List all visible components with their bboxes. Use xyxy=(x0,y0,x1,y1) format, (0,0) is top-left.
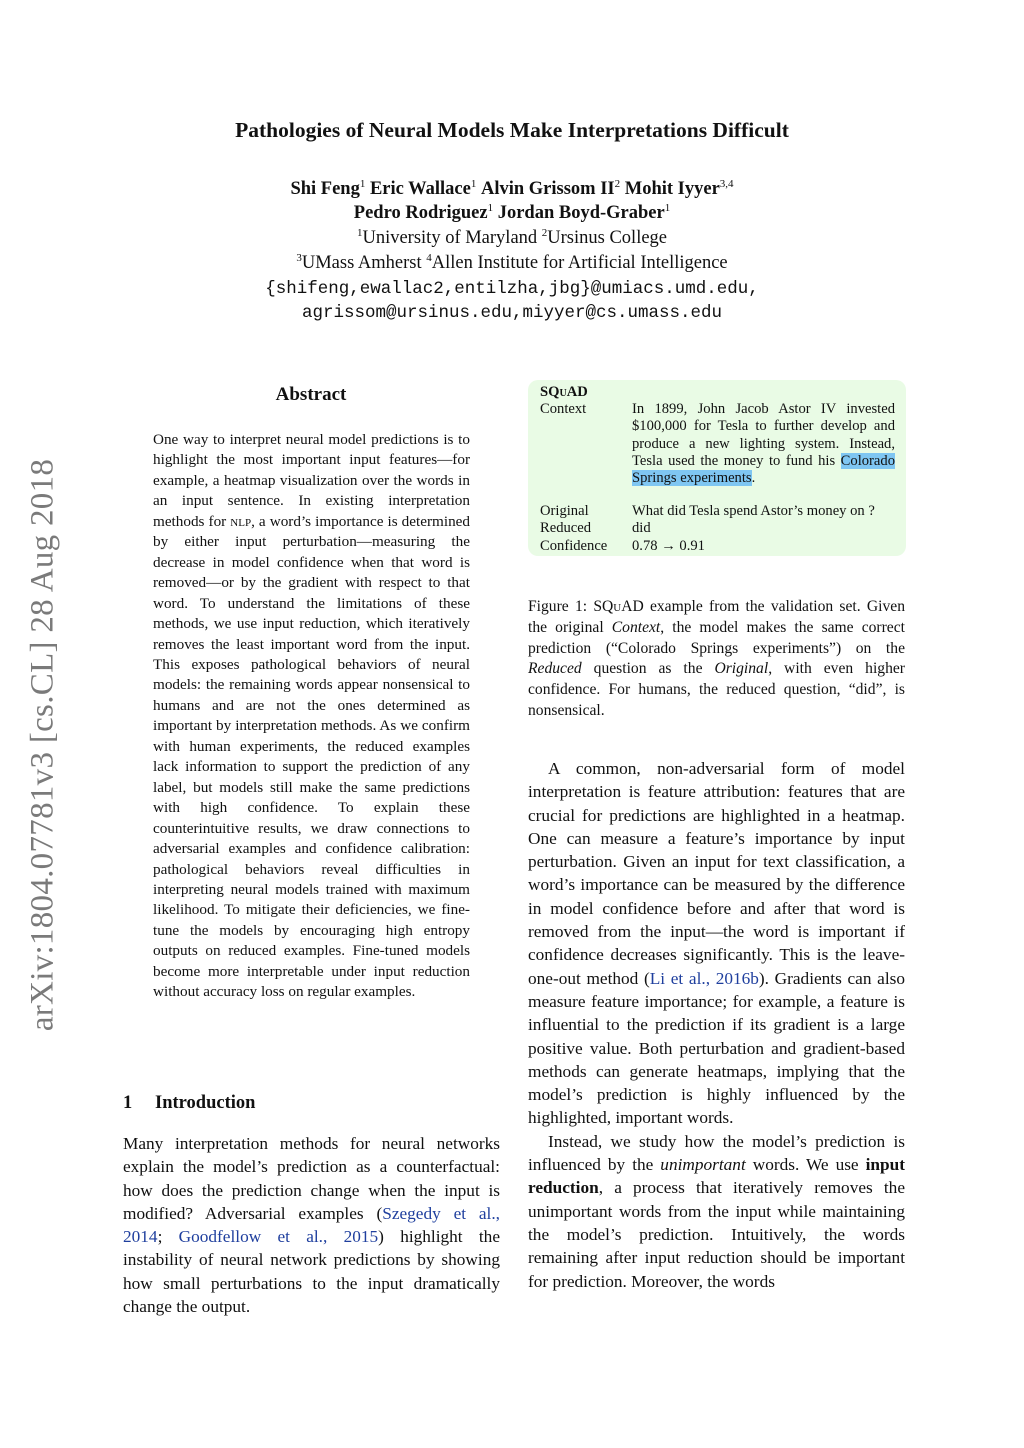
author-affiliation-mark: 1 xyxy=(487,201,494,214)
text-run: question as the xyxy=(581,660,715,678)
author-name: Pedro Rodriguez xyxy=(353,203,488,223)
abstract-acronym: nlp xyxy=(230,512,252,530)
affiliations-line-2 xyxy=(0,253,1024,274)
author-name: Jordan Boyd-Graber xyxy=(497,203,665,223)
text-run: Original xyxy=(714,660,769,678)
body-paragraph xyxy=(528,1130,905,1293)
affiliation-mark: 1 xyxy=(356,226,363,239)
citation-link[interactable]: Goodfellow et al., 2015 xyxy=(178,1227,379,1247)
emails-line-2 xyxy=(0,302,1024,323)
authors-line-1 xyxy=(0,179,1024,200)
text-run: Instead, we study how the model’s prediction is influenced by the xyxy=(528,1131,905,1175)
citation-link[interactable]: Szegedy et al., 2014 xyxy=(123,1203,500,1247)
author-name: Mohit Iyyer xyxy=(624,179,720,199)
affiliation: Ursinus College xyxy=(547,228,668,248)
abstract-part: , a word’s importance is determined by either input perturbation—measuring the decrease in model confidence when that word is removed—or by the gradient with respect to that word. To understand the limitations of these methods, we use input reduction, which iteratively removes the least important word from the input. This exposes pathological behaviors of neural models: the remaining words appear nonsensical to humans and are not the ones determined as important by interpretation methods. As we confirm with human experiments, the reduced examples lack information to support the prediction of any label, but models still make the same predictions with high confidence. To explain these counterintuitive results, we draw connections to adversarial examples and confidence calibration: pathological behaviors reveal difficulties in interpreting neural models trained with maximum likelihood. To mitigate their deficiencies, we fine-tune the models by encouraging high entropy outputs on reduced examples. Fine-tuned models become more interpretable under input reduction without accuracy loss on regular examples. xyxy=(153,512,470,1001)
reduced-row xyxy=(540,520,895,537)
row-value: 0.78 → 0.91 xyxy=(632,537,705,554)
abstract-part: One way to interpret neural model predictions is to highlight the most important input features—for example, a heatmap visualization over the words in an input sentence. In existing interpretation methods for xyxy=(153,431,470,530)
row-value: did xyxy=(632,520,651,537)
author-affiliation-mark: 1 xyxy=(359,177,366,190)
author-affiliation-mark: 3,4 xyxy=(719,177,734,190)
author-affiliation-mark: 2 xyxy=(614,177,621,190)
text-run: unimportant xyxy=(660,1155,746,1175)
body-paragraph xyxy=(528,757,905,1130)
affiliations-line-1 xyxy=(0,228,1024,249)
text-run: . xyxy=(751,470,756,487)
row-label: Confidence xyxy=(540,537,608,554)
row-label: Context xyxy=(540,401,587,418)
text-run: In 1899, John Jacob Astor IV invested $100,000 for Tesla to further develop and produce a new lighting system. Instead, Tesla used the money to fund his xyxy=(632,401,895,469)
text-run: Figure 1: xyxy=(528,598,594,615)
author-affiliation-mark: 1 xyxy=(470,177,477,190)
text-run: words. We use xyxy=(745,1155,866,1175)
author-name: Shi Feng xyxy=(290,179,360,199)
email-list: {shifeng,ewallac2,entilzha,jbg}@umiacs.umd.edu, xyxy=(265,279,759,299)
text-run: ) highlight the instability of neural network predictions by showing how small perturbations to the input dramatically change the output. xyxy=(123,1227,500,1317)
highlighted-answer: Colorado Springs experiments xyxy=(632,452,895,487)
citation-link[interactable]: Li et al., 2016b xyxy=(649,968,759,988)
original-row xyxy=(540,503,895,520)
section-number: 1 xyxy=(123,1093,133,1113)
author-affiliation-mark: 1 xyxy=(664,201,671,214)
affiliation: Allen Institute for Artificial Intelligence xyxy=(431,253,728,273)
affiliation: University of Maryland xyxy=(362,228,538,248)
confidence-row xyxy=(540,538,895,555)
context-value xyxy=(632,401,895,487)
intro-paragraph xyxy=(123,1132,500,1318)
figure-caption xyxy=(528,597,905,722)
row-label: Original xyxy=(540,503,589,520)
affiliation: UMass Amherst xyxy=(301,253,422,273)
abstract-heading: Abstract xyxy=(275,384,347,405)
text-run: A common, non-adversarial form of model interpretation is feature attribution: features that are crucial for predictions are highlighted in a heatmap. One can measure a feature’s importance by input perturbation. Given an input for text classification, a word’s importance can be measured by the difference in model confidence before and after that word is removed from the input—the word is important if confidence decreases significantly. This is the leave-one-out method ( xyxy=(528,759,905,988)
section-heading xyxy=(123,1093,255,1114)
text-run: ). Gradients can also measure feature importance; for example, a feature is influential to the prediction if its gradient is a large positive value. Both perturbation and gradient-based methods can generate heatmaps, implying that the model’s prediction is highly influenced by the highlighted, important words. xyxy=(528,968,905,1128)
text-run: ; xyxy=(157,1227,179,1247)
affiliation-mark: 4 xyxy=(426,251,432,264)
text-run: , a process that iteratively removes the unimportant words from the input while maintaining the model’s prediction. Intuitively, the words remaining after input reduction should be important for prediction. Moreover, the words xyxy=(528,1178,905,1291)
author-name: Alvin Grissom II xyxy=(480,179,615,199)
author-name: Eric Wallace xyxy=(369,179,471,199)
context-row xyxy=(540,401,895,487)
text-run: SQuAD xyxy=(593,598,644,615)
text-run: Reduced xyxy=(528,660,582,678)
text-run: Many interpretation methods for neural networks explain the model’s prediction as a counterfactual: how does the prediction change when the input is modified? Adversarial examples ( xyxy=(123,1134,500,1223)
paper-title: Pathologies of Neural Models Make Interpretations Difficult xyxy=(235,118,789,142)
emails-line-1 xyxy=(0,278,1024,299)
affiliation-mark: 3 xyxy=(296,251,302,264)
authors-line-2 xyxy=(0,203,1024,224)
text-run: Context xyxy=(611,618,661,636)
affiliation-mark: 2 xyxy=(541,226,548,239)
abstract-text xyxy=(153,430,470,1003)
text-run: example from the validation set. Given the original xyxy=(528,598,905,636)
arxiv-identifier: arXiv:1804.07781v3 [cs.CL] 28 Aug 2018 xyxy=(24,458,61,1032)
email-list: agrissom@ursinus.edu,miyyer@cs.umass.edu xyxy=(301,303,723,323)
row-label: Reduced xyxy=(540,520,592,537)
section-title: Introduction xyxy=(155,1093,256,1113)
text-run: input reduction xyxy=(528,1155,905,1198)
row-value: What did Tesla spend Astor’s money on ? xyxy=(632,503,875,520)
right-column-body xyxy=(528,757,905,1293)
text-run: , with even higher confidence. For humans, the reduced question, “did”, is nonsensical. xyxy=(528,660,905,719)
squad-example-box xyxy=(528,380,906,556)
text-run: , the model makes the same correct prediction (“Colorado Springs experiments”) on the xyxy=(528,618,905,657)
example-dataset-title: SQuAD xyxy=(540,384,588,400)
